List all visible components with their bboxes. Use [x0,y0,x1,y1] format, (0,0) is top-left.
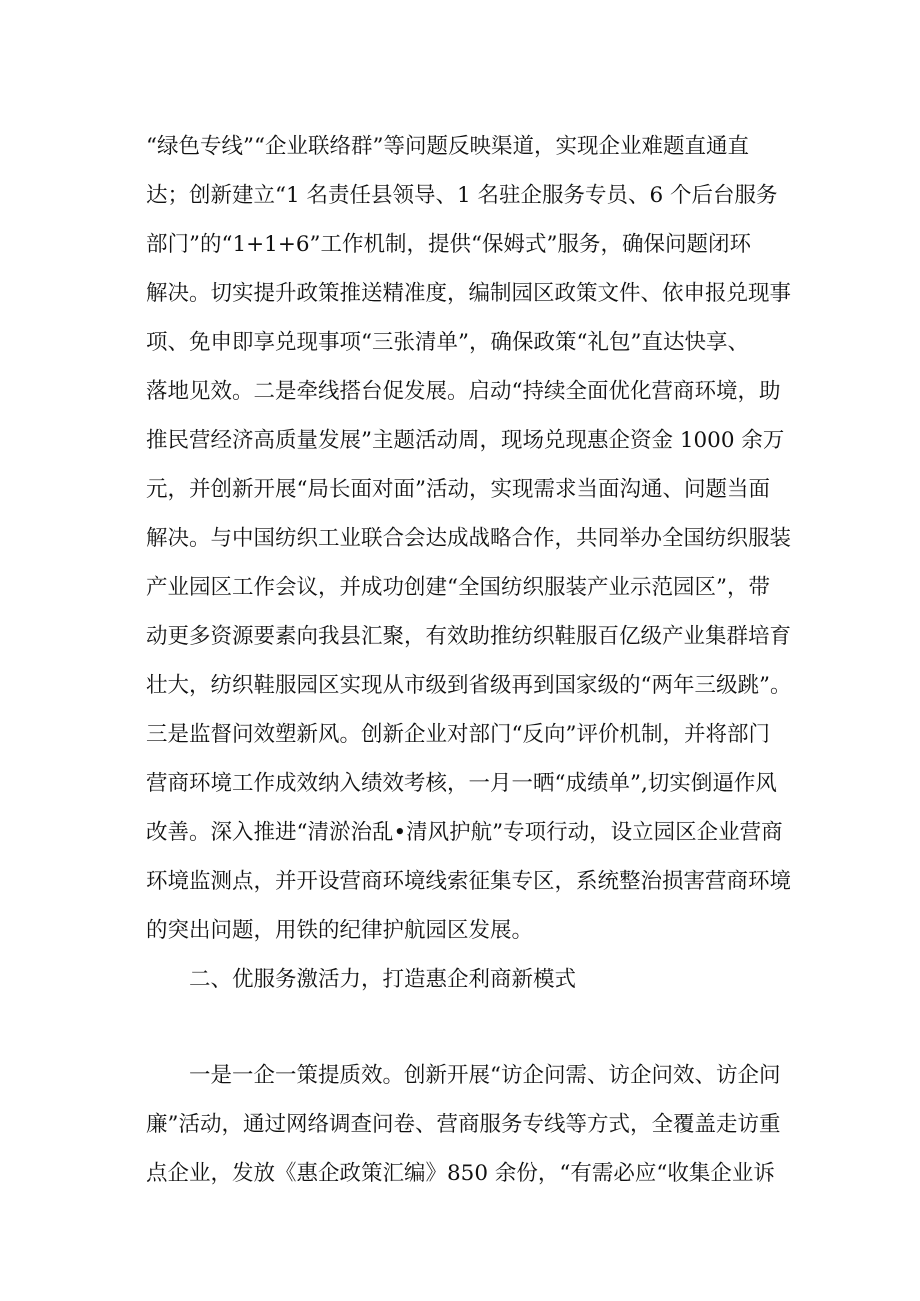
body-line: 廉”活动，通过网络调查问卷、营商服务专线等方式，全覆盖走访重 [146,1112,781,1137]
body-line: 元，并创新开展“局长面对面”活动，实现需求当面沟通、问题当面 [146,477,770,502]
body-line: 点企业，发放《惠企政策汇编》850 余份，“有需必应“收集企业诉 [146,1161,775,1186]
body-line: 一是一企一策提质效。创新开展“访企问需、访企问效、访企问 [189,1063,781,1088]
body-line: 达；创新建立“1 名责任县领导、1 名驻企服务专员、6 个后台服务 [146,183,778,208]
body-line: 解决。切实提升政策推送精准度，编制园区政策文件、依申报兑现事 [146,281,792,306]
body-line: 推民营经济高质量发展”主题活动周，现场兑现惠企资金 1000 余万 [146,428,785,453]
body-line: 环境监测点，并开设营商环境线索征集专区，系统整治损害营商环境 [146,869,792,894]
body-line: 改善。深入推进“清淤治乱•清风护航”专项行动，设立园区企业营商 [146,820,783,845]
body-line: 落地见效。二是牵线搭台促发展。启动“持续全面优化营商环境，助 [146,379,781,404]
body-line: 的突出问题，用铁的纪律护航园区发展。 [146,918,534,943]
body-line: 动更多资源要素向我县汇聚，有效助推纺织鞋服百亿级产业集群培育 [146,624,792,649]
body-line: 壮大，纺织鞋服园区实现从市级到省级再到国家级的“两年三级跳”。 [146,673,792,698]
body-line: 部门”的“1+1+6”工作机制，提供“保姆式”服务，确保问题闭环 [146,232,752,257]
body-line: 项、免申即享兑现事项“三张清单”，确保政策“礼包”直达快享、 [146,330,749,355]
body-line: “绿色专线”“企业联络群”等问题反映渠道，实现企业难题直通直 [146,134,749,159]
body-line: 营商环境工作成效纳入绩效考核，一月一晒“成绩单”,切实倒逼作风 [146,771,777,796]
body-line: 产业园区工作会议，并成功创建“全国纺织服装产业示范园区”，带 [146,575,770,600]
body-line: 解决。与中国纺织工业联合会达成战略合作，共同举办全国纺织服装 [146,526,792,551]
section-heading: 二、优服务激活力，打造惠企利商新模式 [189,967,577,992]
body-line: 三是监督问效塑新风。创新企业对部门“反向”评价机制，并将部门 [146,722,770,747]
